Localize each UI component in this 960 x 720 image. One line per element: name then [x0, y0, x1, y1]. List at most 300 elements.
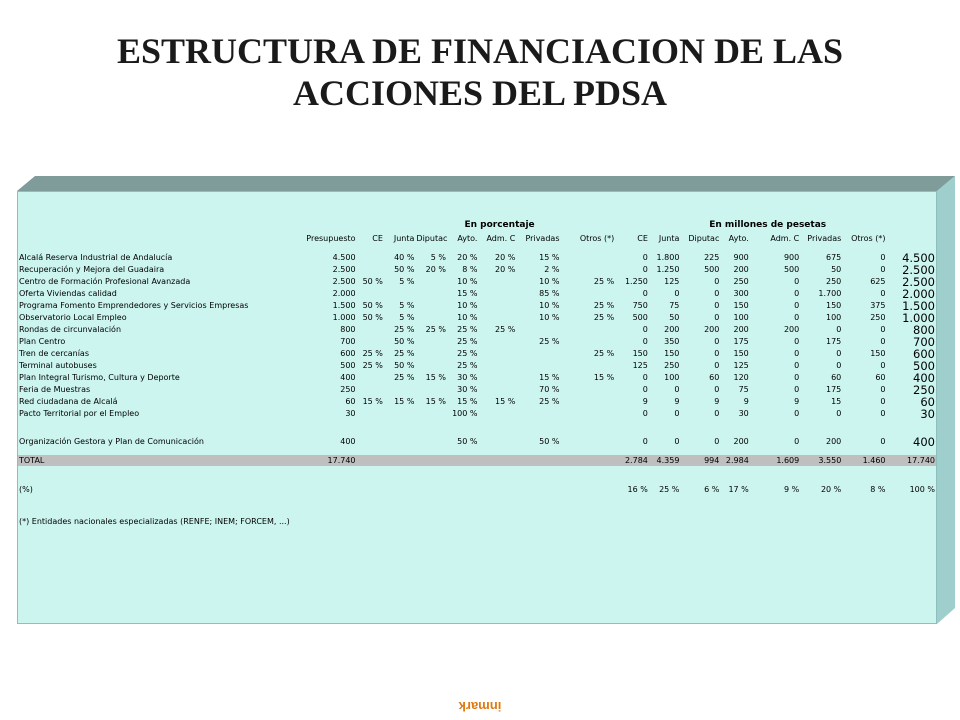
- percent-cell: [298, 482, 357, 498]
- table-cell: 8 %: [462, 265, 478, 274]
- table-cell: 4.500: [902, 252, 935, 264]
- table-cell: 25 %: [394, 349, 415, 358]
- table-cell: 0: [794, 409, 800, 418]
- table-cell: 20 %: [495, 265, 516, 274]
- table-cell: 150: [733, 301, 749, 310]
- group-header-row: [18, 218, 936, 232]
- table-cell: 0: [714, 437, 720, 446]
- table-cell: 0: [642, 437, 648, 446]
- table-cell: [516, 360, 560, 372]
- table-cell: 0: [674, 409, 680, 418]
- table-cell: 60: [875, 373, 886, 382]
- total-cell: [447, 455, 479, 466]
- table-cell: 0: [880, 337, 886, 346]
- table-cell: 50 %: [362, 313, 383, 322]
- table-cell: 150: [632, 349, 648, 358]
- table-cell: 0: [794, 437, 800, 446]
- total-row: [18, 455, 936, 466]
- table-cell: 500: [913, 360, 935, 372]
- row-label: Feria de Muestras: [19, 385, 91, 394]
- table-cell: 125: [664, 277, 680, 286]
- table-cell: 200: [826, 437, 842, 446]
- column-header: Otros (*): [579, 233, 615, 243]
- table-cell: 25 %: [593, 313, 615, 322]
- table-cell: [478, 336, 516, 348]
- table-cell: 50 %: [394, 337, 415, 346]
- table-cell: 0: [794, 373, 800, 382]
- table-cell: 0: [880, 325, 886, 334]
- row-label: Organización Gestora y Plan de Comunicación: [19, 437, 204, 446]
- row-label: Red ciudadana de Alcalá: [19, 397, 118, 406]
- table-cell: [478, 276, 516, 288]
- spacer-row: [18, 420, 936, 436]
- table-cell: 20 %: [457, 253, 478, 262]
- table-cell: 1.700: [818, 289, 842, 298]
- table-cell: 200: [704, 325, 720, 334]
- group-header-millions: En millones de pesetas: [709, 220, 827, 230]
- column-header-row: [18, 232, 936, 245]
- table-cell: 200: [664, 325, 680, 334]
- table-row: [18, 336, 936, 348]
- table-cell: [357, 336, 384, 348]
- table-row: [18, 324, 936, 336]
- table-cell: [560, 396, 615, 408]
- table-cell: 15 %: [394, 397, 415, 406]
- table-cell: 30: [738, 409, 749, 418]
- table-cell: 0: [880, 361, 886, 370]
- table-cell: 0: [794, 289, 800, 298]
- table-cell: 0: [880, 385, 886, 394]
- table-cell: [560, 264, 615, 276]
- table-cell: 2.500: [902, 264, 935, 276]
- table-cell: 75: [669, 301, 680, 310]
- spacer-row: [18, 498, 936, 514]
- table-cell: 0: [794, 313, 800, 322]
- row-label: Terminal autobuses: [19, 361, 97, 370]
- table-row: [18, 264, 936, 276]
- table-cell: 0: [714, 313, 720, 322]
- table-cell: 15 %: [425, 373, 446, 382]
- table-cell: 175: [826, 337, 842, 346]
- column-header: Diputac: [416, 233, 447, 243]
- table-cell: 400: [913, 372, 935, 384]
- table-cell: 600: [913, 348, 935, 360]
- table-cell: 200: [733, 437, 749, 446]
- table-cell: 900: [783, 253, 800, 262]
- total-cell: 994: [680, 455, 720, 466]
- table-cell: [415, 312, 447, 324]
- table-cell: 9: [794, 397, 800, 406]
- table-cell: 20 %: [495, 253, 516, 262]
- table-cell: 10 %: [539, 301, 560, 310]
- table-cell: 250: [913, 384, 935, 396]
- table-cell: [478, 312, 516, 324]
- table-cell: 500: [704, 265, 720, 274]
- row-label: Programa Fomento Emprendedores y Servicios Empresas: [19, 301, 249, 310]
- column-header: Adm. C: [486, 233, 516, 243]
- table-cell: 15 %: [457, 289, 478, 298]
- table-cell: 60: [920, 396, 935, 408]
- spacer-row: [18, 448, 936, 455]
- group-header-percent: En porcentaje: [464, 220, 535, 230]
- table-cell: [516, 348, 560, 360]
- table-cell: 25 %: [457, 361, 478, 370]
- table-cell: [478, 436, 516, 448]
- percent-cell: 17 %: [728, 485, 749, 494]
- column-header: Ayto.: [728, 233, 749, 243]
- percent-cell: 100 %: [909, 485, 935, 494]
- total-cell: [415, 455, 447, 466]
- table-cell: 5 %: [430, 253, 446, 262]
- table-cell: [384, 408, 416, 420]
- table-cell: [415, 384, 447, 396]
- column-header: Junta: [393, 233, 415, 243]
- table-cell: [357, 264, 384, 276]
- table-cell: 50 %: [539, 437, 560, 446]
- table-cell: 30 %: [457, 385, 478, 394]
- table-cell: 2 %: [544, 265, 560, 274]
- table-cell: 800: [913, 324, 935, 336]
- table-cell: [415, 276, 447, 288]
- table-cell: 15 %: [425, 397, 446, 406]
- column-header: Adm. C: [770, 233, 800, 243]
- table-cell: 1.250: [624, 277, 648, 286]
- table-cell: 700: [340, 337, 356, 346]
- total-cell: 17.740: [298, 455, 357, 466]
- table-cell: 250: [340, 385, 356, 394]
- table-row: [18, 300, 936, 312]
- table-cell: 0: [836, 409, 842, 418]
- table-cell: 750: [632, 301, 648, 310]
- table-cell: 0: [674, 289, 680, 298]
- table-cell: 25 %: [394, 325, 415, 334]
- table-cell: 0: [674, 385, 680, 394]
- table-cell: 0: [836, 349, 842, 358]
- table-cell: 125: [733, 361, 749, 370]
- table-cell: 10 %: [539, 313, 560, 322]
- financing-table: [18, 218, 936, 530]
- table-cell: 1.500: [332, 301, 356, 310]
- table-cell: 5 %: [399, 301, 415, 310]
- total-cell: 2.984: [720, 455, 749, 466]
- table-cell: 0: [642, 253, 648, 262]
- table-cell: 100 %: [452, 409, 478, 418]
- table-cell: 125: [632, 361, 648, 370]
- table-cell: [415, 288, 447, 300]
- table-cell: 20 %: [425, 265, 446, 274]
- table-cell: 0: [714, 277, 720, 286]
- table-cell: 0: [880, 437, 886, 446]
- table-cell: [478, 300, 516, 312]
- table-cell: 225: [704, 253, 720, 262]
- table-cell: 5 %: [399, 313, 415, 322]
- table-cell: [560, 384, 615, 396]
- total-cell: [560, 455, 615, 466]
- table-cell: 10 %: [457, 277, 478, 286]
- table-cell: [560, 252, 615, 264]
- table-cell: 0: [714, 409, 720, 418]
- table-cell: 15 %: [539, 253, 560, 262]
- table-cell: 9: [714, 397, 720, 406]
- table-cell: 0: [836, 361, 842, 370]
- table-row: [18, 372, 936, 384]
- table-cell: [384, 288, 416, 300]
- table-row: [18, 408, 936, 420]
- total-cell: [384, 455, 416, 466]
- percent-cell: 25 %: [659, 485, 680, 494]
- footnote: (*) Entidades nacionales especializadas (RENFE; INEM; FORCEM, ...): [19, 517, 290, 526]
- table-cell: [415, 436, 447, 448]
- table-cell: 175: [733, 337, 749, 346]
- table-cell: [357, 324, 384, 336]
- table-cell: [415, 408, 447, 420]
- table-cell: 25 %: [362, 349, 383, 358]
- table-cell: 0: [794, 361, 800, 370]
- table-cell: [560, 408, 615, 420]
- table-cell: 10 %: [539, 277, 560, 286]
- spacer-row: [18, 245, 936, 252]
- table-cell: 250: [664, 361, 680, 370]
- table-cell: 0: [794, 277, 800, 286]
- total-cell: 4.359: [649, 455, 681, 466]
- table-cell: 25 %: [539, 397, 560, 406]
- table-cell: [478, 384, 516, 396]
- table-cell: 0: [714, 301, 720, 310]
- table-cell: 100: [664, 373, 680, 382]
- table-row: [18, 384, 936, 396]
- table-cell: 300: [733, 289, 749, 298]
- table-cell: 0: [794, 301, 800, 310]
- percent-cell: [357, 482, 384, 498]
- total-cell: [357, 455, 384, 466]
- table-cell: 50: [669, 313, 680, 322]
- spacer: [615, 218, 649, 232]
- table-cell: 70 %: [539, 385, 560, 394]
- table-cell: 800: [340, 325, 356, 334]
- spacer-row: [18, 466, 936, 482]
- table-cell: 25 %: [539, 337, 560, 346]
- spacer: [18, 218, 384, 232]
- table-cell: 75: [738, 385, 749, 394]
- row-label: Plan Integral Turismo, Cultura y Deporte: [19, 373, 180, 382]
- table-cell: 25 %: [457, 349, 478, 358]
- column-header: CE: [637, 233, 648, 243]
- inmark-logo: inmark: [458, 699, 502, 714]
- percent-cell: 20 %: [820, 485, 842, 494]
- table-cell: 1.000: [332, 313, 356, 322]
- column-header: Presupuesto: [306, 233, 356, 243]
- table-cell: [357, 288, 384, 300]
- table-cell: 0: [674, 437, 680, 446]
- table-cell: 5 %: [399, 277, 415, 286]
- table-cell: 2.000: [332, 289, 356, 298]
- table-cell: 1.500: [902, 300, 935, 312]
- table-cell: 25 %: [394, 373, 415, 382]
- table-cell: [415, 348, 447, 360]
- column-header: [887, 232, 937, 245]
- table-cell: 250: [870, 313, 886, 322]
- table-cell: 15 %: [457, 397, 478, 406]
- percent-cell: [516, 482, 560, 498]
- percent-cell: [384, 482, 416, 498]
- table-cell: 500: [632, 313, 648, 322]
- table-cell: 0: [714, 361, 720, 370]
- table-cell: 200: [783, 325, 800, 334]
- table-row: [18, 396, 936, 408]
- table-cell: [478, 288, 516, 300]
- table-row: [18, 436, 936, 448]
- table-cell: [560, 336, 615, 348]
- table-cell: 0: [880, 409, 886, 418]
- table-cell: 50 %: [394, 265, 415, 274]
- row-label-header: [18, 232, 298, 245]
- percent-label: (%): [19, 485, 33, 494]
- percent-cell: 8 %: [870, 485, 886, 494]
- table-cell: 175: [826, 385, 842, 394]
- table-cell: 30: [920, 408, 935, 420]
- row-label: Alcalá Reserva Industrial de Andalucía: [19, 253, 173, 262]
- table-cell: 150: [870, 349, 886, 358]
- table-cell: 15 %: [362, 397, 383, 406]
- spreadsheet-panel: [17, 191, 937, 624]
- title-line-1: ESTRUCTURA DE FINANCIACION DE LAS: [116, 31, 844, 71]
- table-cell: 50 %: [394, 361, 415, 370]
- table-cell: 100: [733, 313, 749, 322]
- table-cell: 10 %: [457, 301, 478, 310]
- table-cell: 4.500: [332, 253, 356, 262]
- table-cell: [516, 408, 560, 420]
- table-cell: [357, 384, 384, 396]
- table-cell: 400: [340, 437, 356, 446]
- table-cell: 50 %: [362, 301, 383, 310]
- table-cell: 85 %: [539, 289, 560, 298]
- table-cell: 15 %: [495, 397, 516, 406]
- row-label: Oferta Viviendas calidad: [19, 289, 117, 298]
- table-cell: 2.500: [332, 265, 356, 274]
- row-label: Tren de cercanías: [19, 349, 89, 358]
- percent-cell: 6 %: [704, 485, 720, 494]
- table-cell: 30 %: [457, 373, 478, 382]
- total-label: TOTAL: [18, 455, 298, 466]
- table-cell: 250: [826, 277, 842, 286]
- footnote-row: [18, 514, 936, 530]
- table-cell: [560, 324, 615, 336]
- table-cell: 900: [733, 253, 749, 262]
- table-cell: 0: [714, 337, 720, 346]
- table-cell: 0: [714, 385, 720, 394]
- table-row: [18, 252, 936, 264]
- table-cell: 25 %: [593, 301, 615, 310]
- table-cell: [560, 288, 615, 300]
- table-cell: [357, 408, 384, 420]
- table-cell: 150: [826, 301, 842, 310]
- table-cell: 15 %: [593, 373, 615, 382]
- table-cell: 25 %: [457, 325, 478, 334]
- table-cell: [560, 436, 615, 448]
- spacer: [887, 218, 937, 232]
- table-cell: [384, 384, 416, 396]
- table-cell: 0: [880, 397, 886, 406]
- table-cell: [357, 372, 384, 384]
- table-row: [18, 360, 936, 372]
- table-cell: 0: [714, 289, 720, 298]
- table-cell: 25 %: [457, 337, 478, 346]
- table-cell: 400: [340, 373, 356, 382]
- table-cell: [415, 300, 447, 312]
- table-cell: 0: [880, 253, 886, 262]
- column-header: Junta: [658, 233, 680, 243]
- percent-cell: [560, 482, 615, 498]
- table-cell: 2.500: [902, 276, 935, 288]
- table-cell: [478, 408, 516, 420]
- table-cell: 50 %: [457, 437, 478, 446]
- table-cell: 60: [831, 373, 842, 382]
- table-cell: 0: [642, 385, 648, 394]
- table-cell: 9: [642, 397, 648, 406]
- table-cell: 0: [794, 337, 800, 346]
- row-label: Observatorio Local Empleo: [19, 313, 127, 322]
- percent-cell: [415, 482, 447, 498]
- row-label: Pacto Territorial por el Empleo: [19, 409, 140, 418]
- table-cell: 15: [831, 397, 842, 406]
- table-cell: 625: [870, 277, 886, 286]
- row-label: Centro de Formación Profesional Avanzada: [19, 277, 191, 286]
- table-cell: 50 %: [362, 277, 383, 286]
- total-cell: [478, 455, 516, 466]
- table-cell: 15 %: [539, 373, 560, 382]
- percent-cell: [478, 482, 516, 498]
- column-header: CE: [372, 233, 383, 243]
- total-cell: 3.550: [800, 455, 842, 466]
- table-cell: 600: [340, 349, 356, 358]
- table-cell: 1.800: [656, 253, 680, 262]
- table-cell: [415, 336, 447, 348]
- table-cell: 500: [340, 361, 356, 370]
- table-cell: 0: [794, 385, 800, 394]
- table-cell: 2.500: [332, 277, 356, 286]
- table-cell: 0: [880, 265, 886, 274]
- column-header: Otros (*): [851, 233, 886, 243]
- table-cell: [384, 436, 416, 448]
- table-cell: 10 %: [457, 313, 478, 322]
- table-cell: 25 %: [495, 325, 516, 334]
- table-cell: 0: [794, 349, 800, 358]
- table-cell: 0: [642, 289, 648, 298]
- table-cell: 9: [674, 397, 680, 406]
- table-cell: 2.000: [902, 288, 935, 300]
- table-cell: 0: [642, 337, 648, 346]
- table-cell: 25 %: [593, 277, 615, 286]
- table-cell: 150: [664, 349, 680, 358]
- table-cell: 120: [733, 373, 749, 382]
- total-cell: 1.609: [750, 455, 800, 466]
- table-cell: [478, 348, 516, 360]
- table-cell: 0: [714, 349, 720, 358]
- table-cell: 700: [913, 336, 935, 348]
- row-label: Rondas de circunvalación: [19, 325, 122, 334]
- table-cell: [516, 324, 560, 336]
- table-cell: 60: [345, 397, 356, 406]
- table-cell: 30: [345, 409, 356, 418]
- table-cell: 1.250: [656, 265, 680, 274]
- percent-cell: [447, 482, 479, 498]
- table-row: [18, 288, 936, 300]
- row-label: Plan Centro: [19, 337, 66, 346]
- table-cell: [478, 360, 516, 372]
- table-cell: 1.000: [902, 312, 935, 324]
- table-cell: 100: [826, 313, 842, 322]
- column-header: Ayto.: [457, 233, 478, 243]
